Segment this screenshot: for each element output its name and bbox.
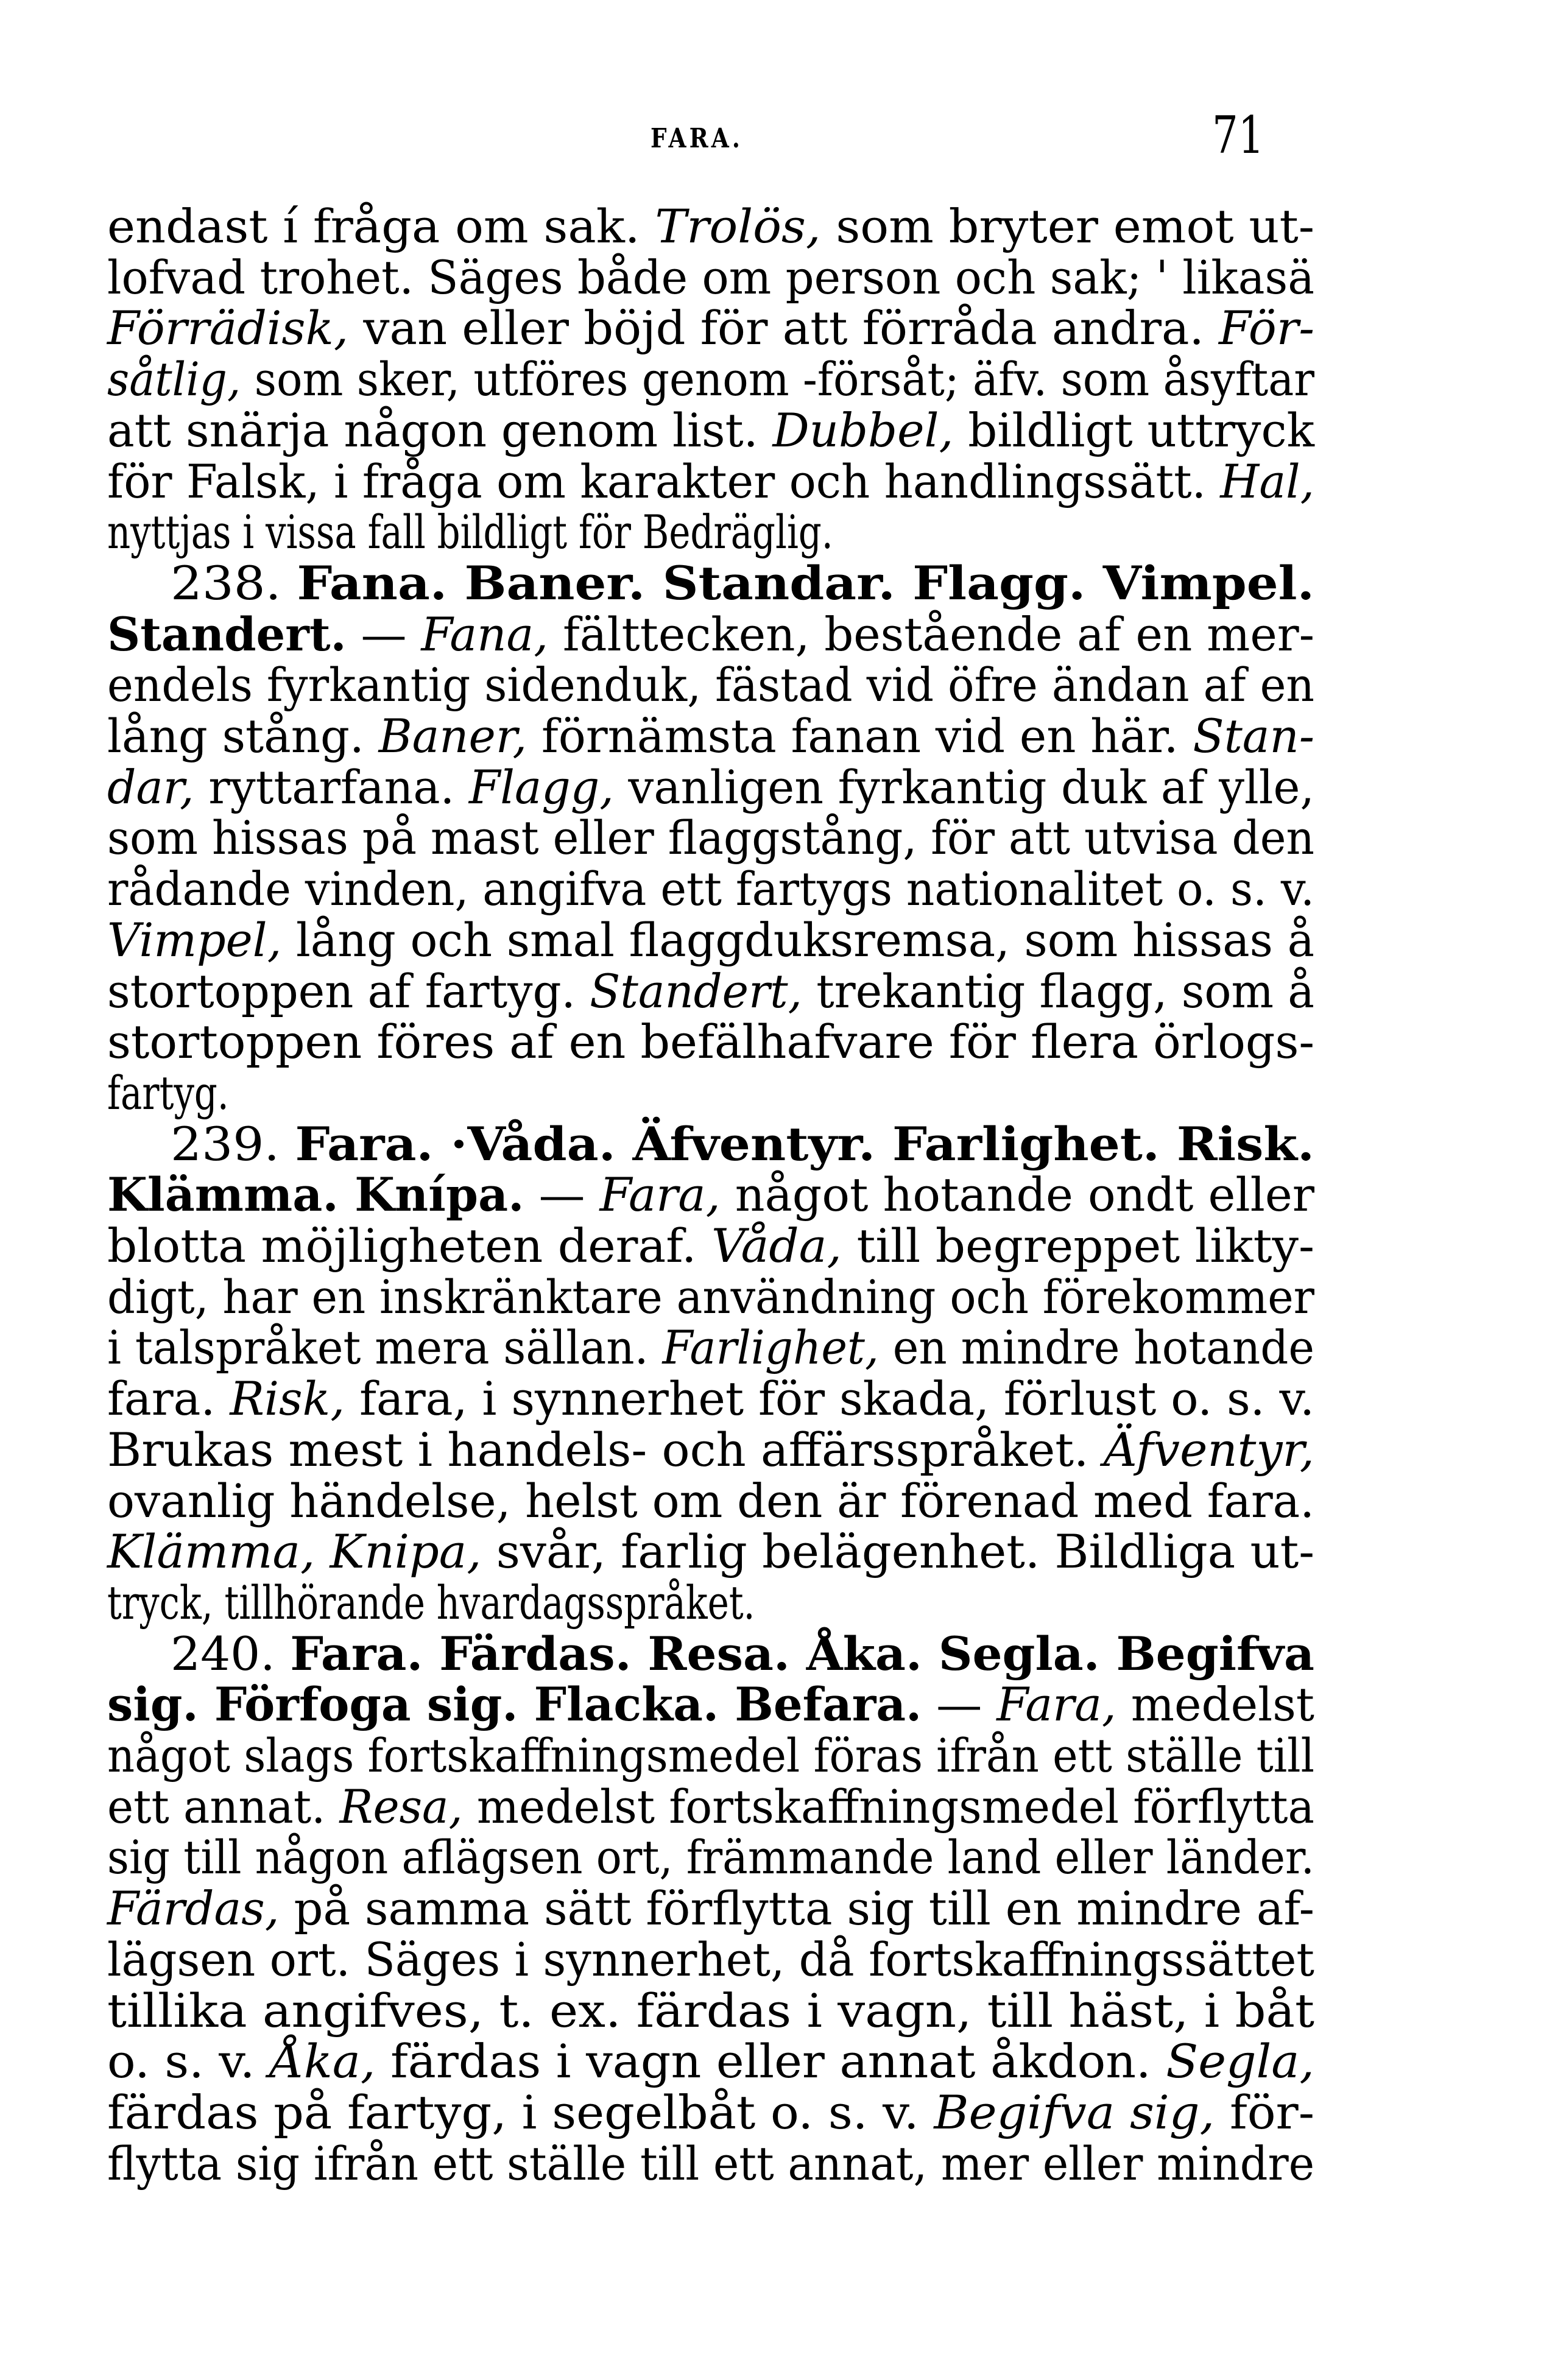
text-run: ett annat.: [107, 1779, 340, 1834]
text-line: [107, 201, 1314, 252]
text-run: van eller böjd för att förråda andra.: [348, 301, 1219, 356]
text-line: [107, 252, 1314, 303]
synonym-term: Stan-: [1193, 709, 1314, 763]
text-run: 239.: [171, 1116, 295, 1171]
text-run: ryttarfana.: [194, 759, 469, 814]
text-run: tillika angifves, t. ex. färdas i vagn, till häst, i båt: [107, 1983, 1314, 2038]
synonym-term: Standert,: [590, 963, 802, 1018]
synonym-term: Förrädisk,: [107, 301, 349, 356]
running-head: FARA.: [651, 123, 744, 154]
text-run: —: [524, 1167, 600, 1222]
text-line: [107, 1424, 1314, 1476]
synonym-term: Flagg,: [468, 759, 614, 814]
text-run: digt, har en inskränktare användning och förekommer: [107, 1269, 1314, 1324]
page-number: 71: [1212, 105, 1264, 165]
text-line: [107, 2087, 1314, 2138]
synonym-term: Åka,: [270, 2034, 376, 2089]
synonym-term: Fara,: [599, 1167, 721, 1222]
synonym-term: Våda,: [711, 1219, 842, 1273]
text-run: fara, i synnerhet för skada, förlust o. s. v.: [345, 1371, 1314, 1426]
text-line: [107, 1832, 1314, 1883]
text-run: fälttecken, bestående af en mer-: [548, 607, 1314, 661]
text-line: [107, 759, 1314, 814]
text-run: vanligen fyrkantig duk af ylle,: [613, 759, 1314, 814]
text-run: trekantig flagg, som å: [802, 963, 1314, 1018]
headword: Klämma. Knípa.: [107, 1167, 524, 1222]
text-run: ovanlig händelse, helst om den är förenad med fara.: [107, 1473, 1314, 1528]
text-run: att snärja någon genom list.: [107, 403, 773, 457]
text-line: [107, 2036, 1314, 2087]
synonym-term: Farlighet,: [662, 1320, 879, 1375]
text-run: stortoppen föres af en befälhafvare för flera örlogs-: [107, 1015, 1314, 1069]
headword: Standert.: [107, 607, 347, 661]
text-run: till begreppet likty-: [842, 1219, 1314, 1273]
text-line: [107, 1373, 1314, 1424]
text-run: något slags fortskaffningsmedel föras ifrån ett ställe till: [107, 1728, 1314, 1783]
synonym-term: Resa,: [339, 1779, 463, 1834]
synonym-term: Klämma, Knipa,: [107, 1524, 482, 1579]
synonym-term: Begifva sig,: [934, 2085, 1215, 2139]
text-run: en mindre hotande: [878, 1320, 1314, 1375]
text-run: —: [922, 1677, 997, 1732]
entry-heading-line: [171, 1628, 1314, 1680]
synonym-term: såtlig,: [107, 352, 241, 407]
synonym-term: Dubbel,: [772, 403, 954, 457]
text-run: Brukas mest i handels- och affärsspråket.: [107, 1422, 1104, 1477]
text-line: [107, 1065, 1314, 1120]
text-run: som sker, utföres genom -försåt; äfv. som åsyftar: [241, 352, 1314, 407]
text-run: färdas i vagn eller annat åkdon.: [375, 2034, 1166, 2089]
synonym-term: dar,: [107, 759, 194, 814]
text-run: 240.: [171, 1626, 291, 1681]
synonym-term: För-: [1219, 301, 1314, 356]
text-run: endast í fråga om sak.: [107, 199, 655, 253]
text-run: lång stång.: [107, 709, 379, 763]
text-run: fara.: [107, 1371, 230, 1426]
text-run: 238.: [171, 555, 297, 610]
synonym-term: Färdas,: [107, 1881, 280, 1936]
text-run: stortoppen af fartyg.: [107, 963, 590, 1018]
synonym-term: Segla,: [1166, 2034, 1314, 2089]
text-run: lägsen ort. Säges i synnerhet, då fortskaffningssättet: [107, 1932, 1314, 1987]
text-run: för-: [1215, 2085, 1314, 2139]
text-line: [107, 1730, 1314, 1781]
text-run: blotta möjligheten deraf.: [107, 1219, 711, 1273]
text-line: [107, 507, 1314, 558]
text-run: fartyg.: [107, 1065, 229, 1120]
text-run: på samma sätt förflytta sig till en mindre af-: [279, 1881, 1314, 1936]
headword: sig. Förfoga sig. Flacka. Befara.: [107, 1677, 922, 1732]
text-run: något hotande ondt eller: [720, 1167, 1314, 1222]
text-line: [107, 864, 1314, 915]
text-line: [107, 303, 1314, 354]
text-run: i talspråket mera sällan.: [107, 1320, 663, 1375]
text-run: lång och smal flaggduksremsa, som hissas å: [281, 912, 1315, 967]
text-line: [107, 1526, 1314, 1577]
text-line: [107, 2138, 1314, 2189]
text-line: [107, 1883, 1314, 1934]
synonym-term: Hal,: [1220, 454, 1314, 509]
text-line: [107, 1934, 1314, 1985]
text-run: o. s. v.: [107, 2034, 270, 2089]
text-run: svår, farlig belägenhet. Bildliga ut-: [481, 1524, 1315, 1579]
text-run: förnämsta fanan vid en här.: [527, 709, 1193, 763]
synonym-term: Risk,: [230, 1371, 345, 1426]
text-run: tryck, tillhörande hvardagsspråket.: [107, 1575, 755, 1630]
synonym-term: Fana,: [421, 607, 549, 661]
synonym-term: Trolös,: [655, 199, 821, 253]
text-line: [107, 609, 1314, 660]
text-line: [107, 1577, 1314, 1628]
text-line: [107, 405, 1314, 456]
text-run: färdas på fartyg, i segelbåt o. s. v.: [107, 2085, 934, 2139]
synonym-term: Äfventyr,: [1103, 1422, 1314, 1477]
text-run: som hissas på mast eller flaggstång, för att utvisa den: [107, 811, 1314, 865]
text-run: nyttjas i vissa fall bildligt för Bedräglig.: [107, 505, 833, 560]
text-line: [107, 1679, 1314, 1730]
headword: Fara. ·Våda. Äfventyr. Farlighet. Risk.: [295, 1116, 1314, 1171]
text-line: [107, 1985, 1314, 2037]
text-run: sig till någon aflägsen ort, främmande land eller länder.: [107, 1830, 1314, 1885]
text-run: lofvad trohet. Säges både om person och sak; ' likasä: [107, 250, 1314, 305]
text-line: [107, 711, 1314, 762]
text-line: [107, 812, 1314, 864]
text-run: för Falsk, i fråga om karakter och handlingssätt.: [107, 454, 1221, 509]
text-line: [107, 354, 1314, 405]
text-run: som bryter emot ut-: [820, 199, 1314, 253]
headword: Fana. Baner. Standar. Flagg. Vimpel.: [297, 555, 1314, 610]
text-line: [107, 912, 1315, 967]
text-line: [107, 963, 1314, 1018]
text-run: flytta sig ifrån ett ställe till ett annat, mer eller mindre: [107, 2136, 1314, 2191]
text-line: [107, 660, 1314, 711]
synonym-term: Vimpel,: [107, 912, 282, 967]
headword: Fara. Färdas. Resa. Åka. Segla. Begifva: [290, 1626, 1314, 1681]
text-run: medelst: [1116, 1677, 1314, 1732]
text-line: [107, 1269, 1314, 1324]
text-line: [107, 1220, 1314, 1272]
synonym-term: Fara,: [996, 1677, 1116, 1732]
text-run: bildligt uttryck: [953, 403, 1314, 457]
entry-heading-line: [171, 1116, 1314, 1171]
text-line: [107, 1322, 1314, 1373]
text-line: [107, 1781, 1314, 1833]
text-line: [107, 1016, 1314, 1068]
text-run: —: [346, 607, 421, 661]
synonym-term: Baner,: [378, 709, 527, 763]
text-line: [107, 1473, 1314, 1528]
text-run: medelst fortskaffningsmedel förflytta: [462, 1779, 1314, 1834]
text-line: [107, 456, 1314, 507]
text-line: [107, 1169, 1314, 1220]
text-run: endels fyrkantig sidenduk, fästad vid öfre ändan af en: [107, 658, 1314, 713]
entry-heading-line: [171, 555, 1314, 610]
text-run: rådande vinden, angifva ett fartygs nationalitet o. s. v.: [107, 862, 1314, 917]
